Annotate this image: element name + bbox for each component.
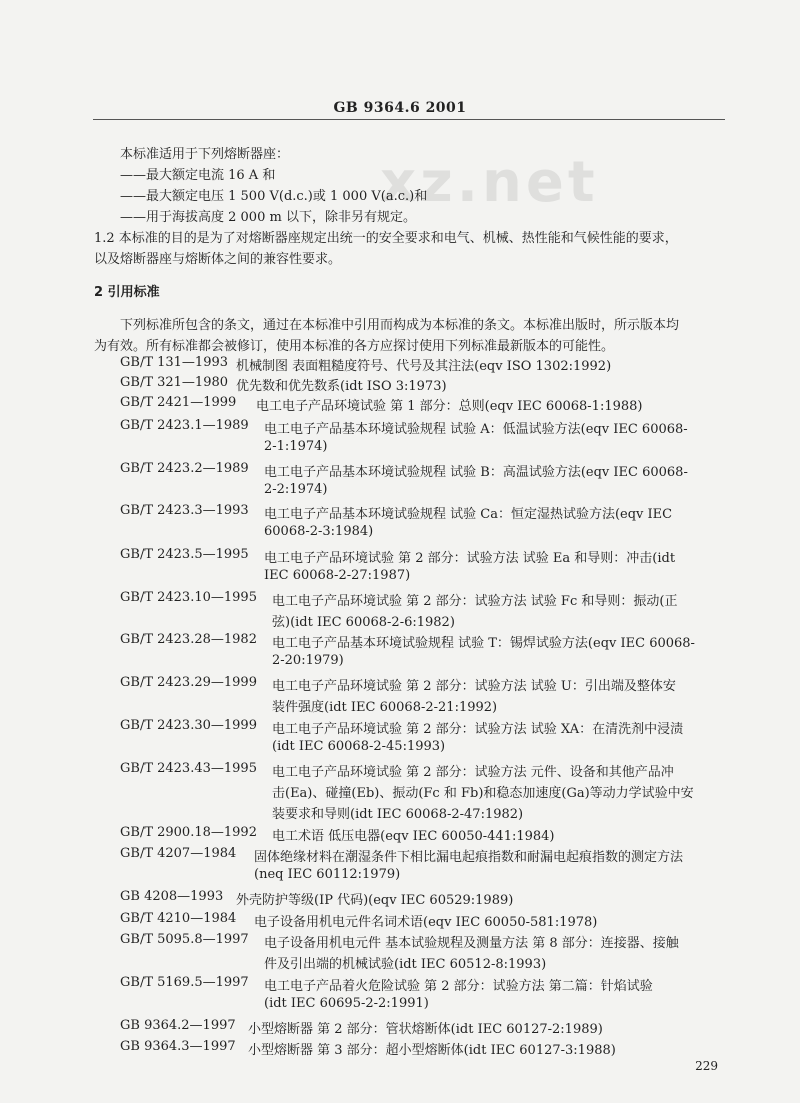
clause-1-2-line1: 1.2 本标准的目的是为了对熔断器座规定出统一的安全要求和电气、机械、热性能和气候性能的要求， [94, 231, 678, 246]
reference-title: 电工电子产品环境试验 第 2 部分：试验方法 试验 U：引出端及整体安 [272, 679, 676, 694]
reference-title-continued: 弦)(idt IEC 60068-2-6:1982) [272, 615, 455, 630]
reference-title: 电工电子产品环境试验 第 2 部分：试验方法 试验 Fc 和导则：振动(正 [272, 594, 678, 609]
reference-code: GB/T 131—1993 [120, 355, 229, 370]
reference-code: GB/T 2423.29—1999 [120, 675, 257, 690]
reference-title: 优先数和优先数系(idt ISO 3:1973) [236, 379, 447, 394]
page-header: GB 9364.6 2001 [333, 100, 467, 116]
reference-title-continued: (idt IEC 60695-2-2:1991) [264, 996, 429, 1011]
scope-item: ——最大额定电压 1 500 V(d.c.)或 1 000 V(a.c.)和 [120, 189, 428, 204]
section-2-heading: 2 引用标准 [94, 285, 160, 300]
reference-title: 小型熔断器 第 2 部分：管状熔断体(idt IEC 60127-2:1989) [248, 1022, 603, 1037]
reference-title-continued: 装要求和导则(idt IEC 60068-2-47:1982) [272, 807, 524, 822]
reference-code: GB/T 2421—1999 [120, 395, 237, 410]
reference-title-continued: 击(Ea)、碰撞(Eb)、振动(Fc 和 Fb)和稳态加速度(Ga)等动力学试验中安 [272, 786, 694, 801]
section-2-para2: 为有效。所有标准都会被修订，使用本标准的各方应探讨使用下列标准最新版本的可能性。 [94, 339, 615, 354]
reference-title: 固体绝缘材料在潮湿条件下相比漏电起痕指数和耐漏电起痕指数的测定方法 [254, 850, 684, 865]
reference-title: 电工术语 低压电器(eqv IEC 60050-441:1984) [272, 829, 555, 844]
reference-title: 电工电子产品环境试验 第 2 部分：试验方法 元件、设备和其他产品冲 [272, 765, 674, 780]
header-rule [93, 119, 725, 120]
reference-title-continued: 2-20:1979) [272, 653, 344, 668]
reference-title: 电工电子产品着火危险试验 第 2 部分：试验方法 第二篇：针焰试验 [264, 979, 653, 994]
reference-code: GB/T 2423.3—1993 [120, 503, 249, 518]
reference-code: GB/T 321—1980 [120, 375, 229, 390]
reference-title-continued: (idt IEC 60068-2-45:1993) [272, 739, 446, 754]
section-2-para1: 下列标准所包含的条文，通过在本标准中引用而构成为本标准的条文。本标准出版时，所示版本均 [120, 318, 680, 333]
clause-1-2-line2: 以及熔断器座与熔断体之间的兼容性要求。 [94, 252, 342, 267]
reference-title-continued: 2-2:1974) [264, 482, 328, 497]
reference-title: 机械制图 表面粗糙度符号、代号及其注法(eqv ISO 1302:1992) [236, 359, 612, 374]
reference-title-continued: (neq IEC 60112:1979) [254, 867, 401, 882]
reference-title-continued: 件及引出端的机械试验(idt IEC 60512-8:1993) [264, 957, 547, 972]
reference-code: GB/T 4207—1984 [120, 846, 237, 861]
reference-title-continued: 60068-2-3:1984) [264, 524, 374, 539]
reference-title-continued: 2-1:1974) [264, 439, 328, 454]
scope-intro: 本标准适用于下列熔断器座： [120, 147, 290, 162]
reference-code: GB/T 5169.5—1997 [120, 975, 249, 990]
reference-code: GB/T 2900.18—1992 [120, 825, 257, 840]
watermark: xz.net [380, 150, 599, 215]
reference-code: GB 9364.3—1997 [120, 1039, 236, 1054]
reference-code: GB/T 4210—1984 [120, 911, 237, 926]
page-number: 229 [695, 1059, 718, 1073]
reference-title: 外壳防护等级(IP 代码)(eqv IEC 60529:1989) [236, 893, 514, 908]
reference-title-continued: 装件强度(idt IEC 60068-2-21:1992) [272, 700, 498, 715]
scope-item: ——用于海拔高度 2 000 m 以下，除非另有规定。 [120, 210, 416, 225]
reference-title-continued: IEC 60068-2-27:1987) [264, 568, 411, 583]
reference-title: 电工电子产品环境试验 第 2 部分：试验方法 试验 Ea 和导则：冲击(idt [264, 551, 676, 566]
reference-title: 电工电子产品基本环境试验规程 试验 Ca：恒定湿热试验方法(eqv IEC [264, 507, 673, 522]
reference-code: GB/T 2423.10—1995 [120, 590, 257, 605]
scope-item: ——最大额定电流 16 A 和 [120, 168, 276, 183]
reference-code: GB 9364.2—1997 [120, 1018, 236, 1033]
reference-code: GB/T 2423.30—1999 [120, 718, 257, 733]
reference-title: 小型熔断器 第 3 部分：超小型熔断体(idt IEC 60127-3:1988) [248, 1043, 616, 1058]
reference-code: GB/T 2423.43—1995 [120, 761, 257, 776]
reference-title: 电子设备用机电元件名词术语(eqv IEC 60050-581:1978) [254, 915, 598, 930]
reference-title: 电工电子产品基本环境试验规程 试验 B：高温试验方法(eqv IEC 60068- [264, 465, 688, 480]
reference-code: GB 4208—1993 [120, 889, 224, 904]
reference-title: 电工电子产品基本环境试验规程 试验 A：低温试验方法(eqv IEC 60068- [264, 422, 688, 437]
reference-code: GB/T 2423.2—1989 [120, 461, 249, 476]
reference-code: GB/T 5095.8—1997 [120, 932, 249, 947]
reference-title: 电工电子产品环境试验 第 2 部分：试验方法 试验 XA：在清洗剂中浸渍 [272, 722, 684, 737]
reference-code: GB/T 2423.28—1982 [120, 632, 257, 647]
reference-code: GB/T 2423.5—1995 [120, 547, 249, 562]
reference-code: GB/T 2423.1—1989 [120, 418, 249, 433]
reference-title: 电工电子产品环境试验 第 1 部分：总则(eqv IEC 60068-1:1988) [256, 399, 643, 414]
reference-title: 电工电子产品基本环境试验规程 试验 T：锡焊试验方法(eqv IEC 60068- [272, 636, 695, 651]
reference-title: 电子设备用机电元件 基本试验规程及测量方法 第 8 部分：连接器、接触 [264, 936, 679, 951]
